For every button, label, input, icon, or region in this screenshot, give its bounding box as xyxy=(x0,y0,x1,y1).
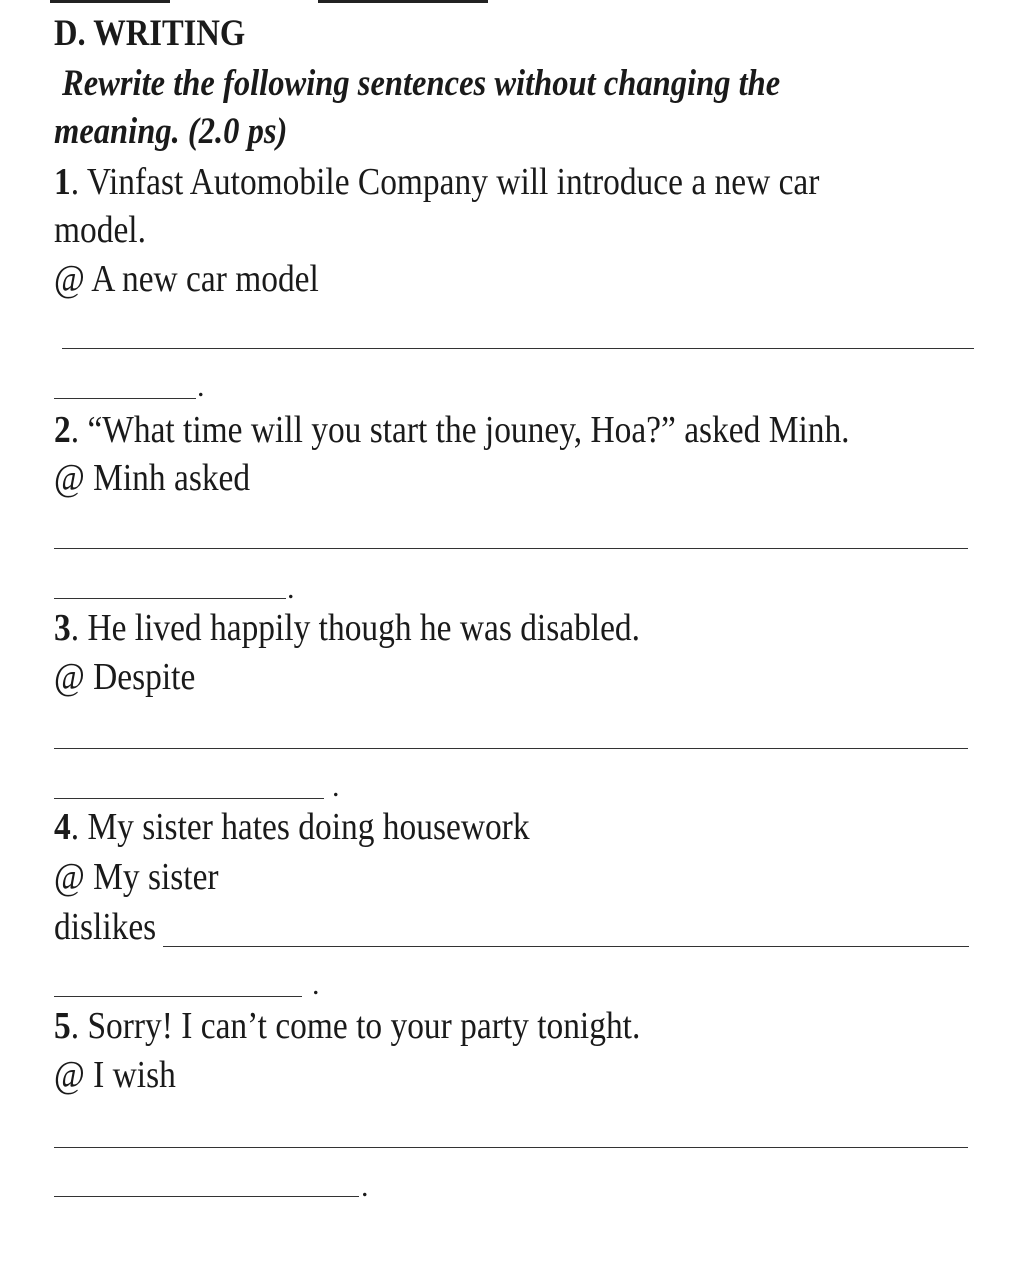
question-5-prompt: @ I wish xyxy=(54,1054,176,1096)
answer-blank-line[interactable] xyxy=(54,548,968,549)
answer-blank-line[interactable] xyxy=(54,1196,359,1197)
instruction-line-1: Rewrite the following sentences without changing the xyxy=(62,63,781,104)
question-number: 2 xyxy=(54,409,71,451)
end-period: . xyxy=(361,1170,369,1203)
question-number: 3 xyxy=(54,607,71,649)
answer-blank-line[interactable] xyxy=(54,1147,968,1148)
cropped-top-text-fragment xyxy=(318,0,488,3)
answer-blank-line[interactable] xyxy=(62,348,974,349)
answer-blank-line[interactable] xyxy=(54,398,196,399)
question-3-prompt: @ Despite xyxy=(54,656,196,698)
question-1-sentence: 1. Vinfast Automobile Company will introduce a new car xyxy=(54,161,820,203)
end-period: . xyxy=(287,572,295,605)
question-2-sentence: 2. “What time will you start the jouney, Hoa?” asked Minh. xyxy=(54,409,850,451)
instruction-line-2: meaning. (2.0 ps) xyxy=(54,111,288,152)
end-period: . xyxy=(197,370,205,403)
question-number: 1 xyxy=(54,161,71,203)
question-1-prompt: @ A new car model xyxy=(54,258,319,300)
question-2-prompt: @ Minh asked xyxy=(54,457,251,499)
end-period: . xyxy=(312,968,320,1001)
answer-blank-line[interactable] xyxy=(54,748,968,749)
question-1-sentence-cont: model. xyxy=(54,209,146,251)
section-heading: D. WRITING xyxy=(54,13,246,54)
question-number: 4 xyxy=(54,806,71,848)
end-period: . xyxy=(332,770,340,803)
question-4-prompt: @ My sister xyxy=(54,856,219,898)
question-5-sentence: 5. Sorry! I can’t come to your party tonight. xyxy=(54,1005,641,1047)
question-3-sentence: 3. He lived happily though he was disabled. xyxy=(54,607,641,649)
question-number: 5 xyxy=(54,1005,71,1047)
cropped-top-text-fragment xyxy=(50,0,170,3)
question-4-prompt-cont: dislikes xyxy=(54,906,157,948)
question-4-sentence: 4. My sister hates doing housework xyxy=(54,806,530,848)
answer-blank-line[interactable] xyxy=(163,946,969,947)
answer-blank-line[interactable] xyxy=(54,598,286,599)
answer-blank-line[interactable] xyxy=(54,798,324,799)
answer-blank-line[interactable] xyxy=(54,996,302,997)
